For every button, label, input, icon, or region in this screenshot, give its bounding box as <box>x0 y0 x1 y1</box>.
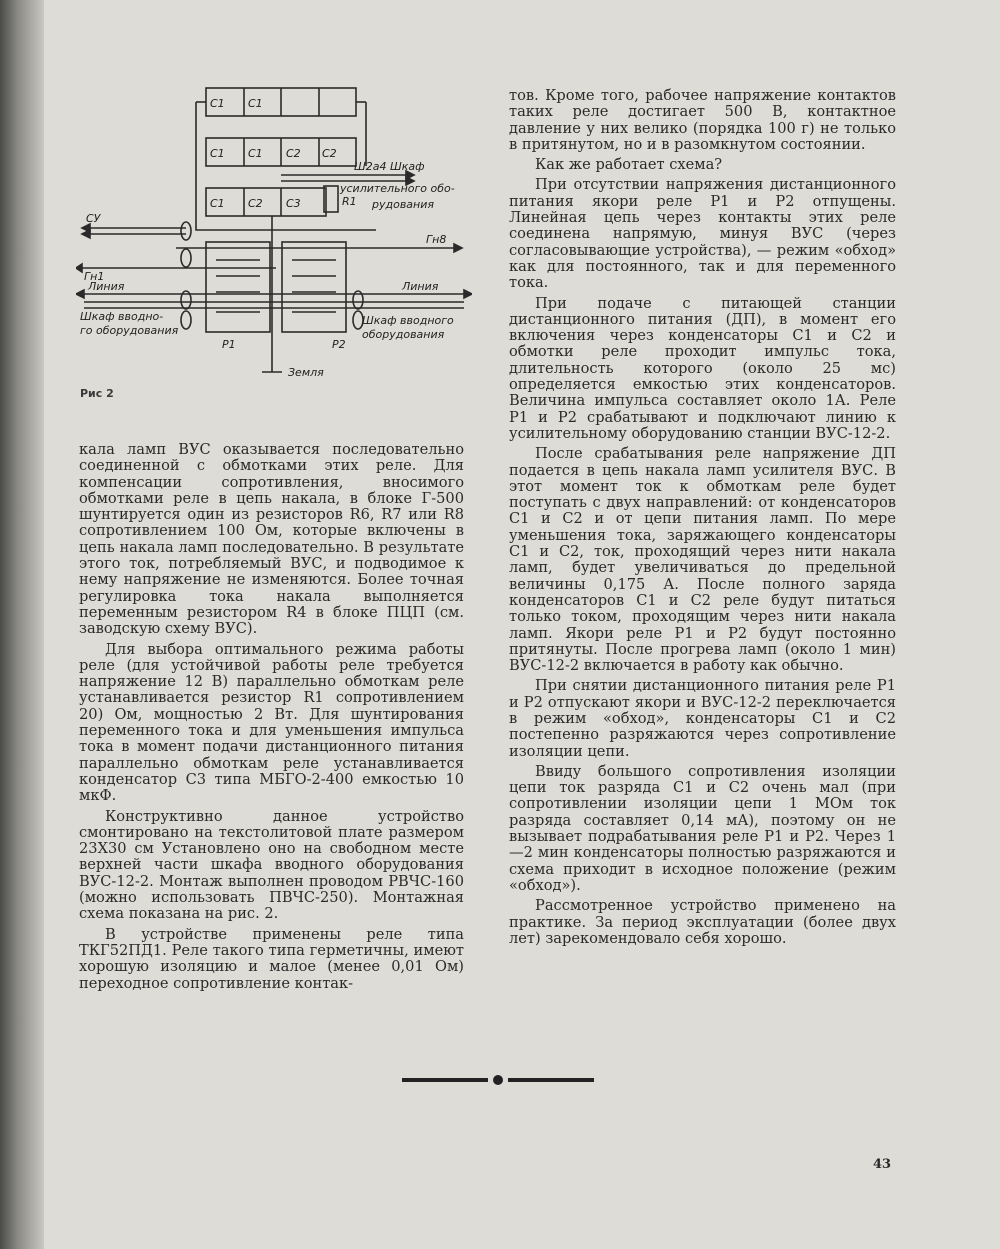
label-relay-p1: Р1 <box>222 338 236 351</box>
binding-shadow <box>0 0 44 1249</box>
label-c1-c: С1 <box>210 147 225 160</box>
label-cab-amp-2: усилительного обо- <box>340 182 455 195</box>
section-question: Как же работает схема? <box>535 156 723 174</box>
label-c2-b: С2 <box>322 147 337 160</box>
label-liniya-left: Линия <box>88 280 125 293</box>
label-cab-right-1: Шкаф вводного <box>362 314 454 327</box>
label-c3: С3 <box>286 197 301 210</box>
paragraph: Для выбора оптимального режима работы реле (для устойчивой работы реле требуется напряжение 12 В) параллельно обмоткам реле устанавливается резистор R1 сопротивлением 20) Ом, мощностью 2 Вт. Для шунтирования переменного тока и для уменьшения импульса тока в момент подачи дистанционного питания параллельно обмоткам реле устанавливается конденсатор С3 типа МБГО-2-400 емкостью 10 мкФ. <box>79 640 464 805</box>
label-c2-c: С2 <box>248 197 263 210</box>
label-cab-amp-1: Ш2а4 Шкаф <box>354 160 425 173</box>
label-c2-a: С2 <box>286 147 301 160</box>
label-cab-right-2: оборудования <box>362 328 445 341</box>
paragraph: В устройстве применены реле типа ТКГ52ПД1. Реле такого типа герметичны, имеют хорошую изоляцию и малое (менее 0,01 Ом) переходное сопротивление контак- <box>79 925 464 992</box>
label-r1: R1 <box>342 195 357 208</box>
label-cab-left-2: го оборудования <box>80 324 179 337</box>
figure-caption: Рис 2 <box>80 387 114 400</box>
label-cab-left-1: Шкаф вводно- <box>80 310 164 323</box>
paragraph: Ввиду большого сопротивления изоляции цепи ток разряда С1 и С2 очень мал (при сопротивлении изоляции цепи 1 МОм ток разряда составляет 0,14 мА), поэтому он не вызывает подрабатывания реле Р1 и Р2. Через 1—2 мин конденсаторы полностью разряжаются и схема приходит в исходное положение (режим «обход»). <box>509 762 896 894</box>
paragraph: Конструктивно данное устройство смонтировано на текстолитовой плате размером 23Х30 см Установлено оно на свободном месте верхней части шкафа вводного оборудования ВУС-12-2. Монтаж выполнен проводом РВЧС-160 (можно использовать ПВЧС-250). Монтажная схема показана на рис. 2. <box>79 807 464 923</box>
paragraph: кала ламп ВУС оказывается последовательно соединенной с обмотками этих реле. Для компенсации сопротивления, вносимого обмотками реле в цепь накала, в блоке Г-500 шунтируется один из резисторов R6, R7 или R8 сопротивлением 100 Ом, которые включены в цепь накала ламп последовательно. В результате этого ток, потребляемый ВУС, и подводимое к нему напряжение не изменяются. Более точная регулировка тока накала выполняется переменным резистором R4 в блоке ПЦП (см. заводскую схему ВУС). <box>79 441 464 638</box>
ornament-separator <box>398 1070 598 1090</box>
label-gn8: Гн8 <box>426 233 447 246</box>
circuit-diagram <box>76 80 472 380</box>
label-liniya-right: Линия <box>402 280 439 293</box>
page-number: 43 <box>873 1157 892 1172</box>
paragraph: При снятии дистанционного питания реле Р1 и Р2 отпускают якори и ВУС-12-2 переключается в режим «обход», конденсаторы С1 и С2 постепенно разряжаются через сопротивление изоляции цепи. <box>509 677 896 760</box>
label-cab-amp-3: рудования <box>372 198 435 211</box>
paragraph: При подаче с питающей станции дистанционного питания (ДП), в момент его включения через конденсаторы С1 и С2 и обмотки реле проходит импульс тока, длительность которого (около 25 мс) определяется емкостью этих конденсаторов. Величина импульса составляет около 1А. Реле Р1 и Р2 срабатывают и подключают линию к усилительному оборудованию станции ВУС-12-2. <box>509 294 896 442</box>
label-c1-a: С1 <box>210 97 225 110</box>
label-c1-d: С1 <box>248 147 263 160</box>
label-c1-e: С1 <box>210 197 225 210</box>
paragraph: Рассмотренное устройство применено на практике. За период эксплуатации (более двух лет) зарекомендовало себя хорошо. <box>509 897 896 947</box>
right-column <box>509 88 896 951</box>
label-zemlya: Земля <box>288 366 324 379</box>
paragraph: После срабатывания реле напряжение ДП подается в цепь накала ламп усилителя ВУС. В этот момент ток к обмоткам реле будет поступать с двух направлений: от конденсаторов С1 и С2 и от цепи питания ламп. По мере уменьшения тока, заряжающего конденсаторы С1 и С2, ток, проходящий через нити накала ламп, будет увеличиваться до предельной величины 0,175 А. После полного заряда конденсаторов С1 и С2 реле будут питаться только током, проходящим через нити накала ламп. Якори реле Р1 и Р2 будут постоянно притянуты. После прогрева ламп (около 1 мин) ВУС-12-2 включается в работу как обычно. <box>509 445 896 675</box>
label-relay-p2: Р2 <box>332 338 346 351</box>
label-c1-b: С1 <box>248 97 263 110</box>
label-gn1: Гн1 <box>84 270 105 283</box>
label-su: СУ <box>86 212 101 225</box>
paragraph: тов. Кроме того, рабочее напряжение контактов таких реле достигает 500 В, контактное давление у них велико (порядка 100 г) не только в притянутом, но и в разомкнутом состоянии. <box>509 87 896 153</box>
left-column <box>79 442 464 996</box>
paragraph: При отсутствии напряжения дистанционного питания якори реле Р1 и Р2 отпущены. Линейная цепь через контакты этих реле соединена напрямую, минуя ВУС (через согласовывающие устройства), — режим «обход» как для постоянного, так и для переменного тока. <box>509 176 896 292</box>
